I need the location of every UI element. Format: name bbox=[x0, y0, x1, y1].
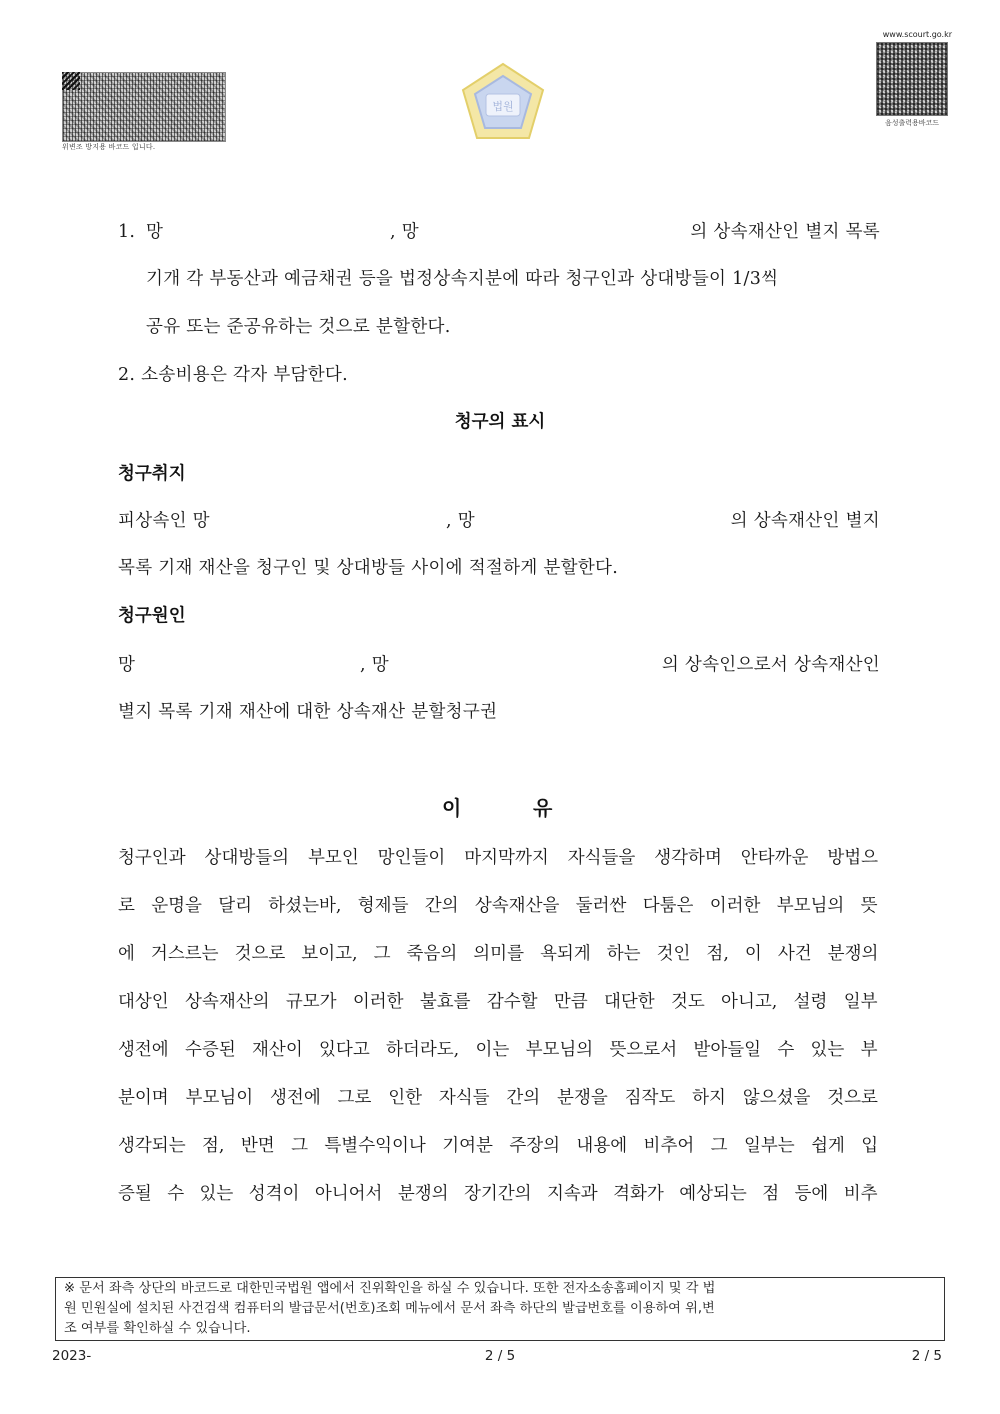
verification-notice-line-2: 원 민원실에 설치된 사건검색 컴퓨터의 발급문서(번호)조회 메뉴에서 문서 좌측 하단의 발급번호를 이용하여 위,변 bbox=[64, 1301, 715, 1316]
order-item-2: 2. 소송비용은 각자 부담한다. bbox=[118, 365, 349, 385]
reasons-line-3 bbox=[118, 943, 878, 965]
reasons-line-3-text: 에 거스르는 것으로 보이고, 그 죽음의 의미를 욕되게 하는 것인 점, 이 사건 분쟁의 bbox=[118, 944, 879, 964]
svg-text:법원: 법원 bbox=[492, 100, 514, 113]
reasons-line-2-text: 로 운명을 달리 하셨는바, 형제들 간의 상속재산을 둘러싼 다툼은 이러한 부모님의 뜻 bbox=[118, 896, 878, 916]
court-emblem-icon bbox=[455, 60, 551, 144]
reasons-line-1-text: 청구인과 상대방들의 부모인 망인들이 마지막까지 자식들을 생각하며 안타까운 방법으 bbox=[118, 848, 879, 868]
order-item-1-line-2: 기개 각 부동산과 예금채권 등을 법정상속지분에 따라 청구인과 상대방들이 1/3씩 bbox=[146, 269, 779, 289]
barcode-corner-mark bbox=[62, 72, 80, 90]
order-item-1-number: 1. bbox=[118, 222, 136, 242]
claim-cause-text-a: 망 bbox=[118, 655, 136, 675]
authenticity-barcode-caption: 위변조 방지용 바코드 입니다. bbox=[62, 143, 156, 151]
page-number-center: 2 / 5 bbox=[484, 1348, 516, 1364]
order-item-1-deceased-b: , 망 bbox=[390, 222, 419, 242]
reasons-line-7-text: 생각되는 점, 반면 그 특별수익이나 기여분 주장의 내용에 비추어 그 일부는 쉽게 입 bbox=[118, 1136, 879, 1156]
verification-notice-line-3: 조 여부를 확인하실 수 있습니다. bbox=[64, 1321, 251, 1336]
reasons-line-2 bbox=[118, 895, 878, 917]
voice-output-barcode-caption: 음성출력용바코드 bbox=[884, 119, 940, 127]
reasons-line-4-text: 대상인 상속재산의 규모가 이러한 불효를 감수할 만큼 대단한 것도 아니고, 설령 일부 bbox=[118, 992, 878, 1012]
reasons-line-8-text: 증될 수 있는 성격이 아니어서 분쟁의 장기간의 지속과 격화가 예상되는 점 등에 비추 bbox=[118, 1184, 878, 1204]
reasons-title-first: 이 bbox=[442, 796, 462, 820]
claim-section-title: 청구의 표시 bbox=[454, 412, 546, 432]
page-number-right: 2 / 5 bbox=[911, 1348, 942, 1364]
issue-number: 2023- bbox=[52, 1348, 92, 1364]
reasons-line-6 bbox=[118, 1087, 878, 1109]
reasons-line-4 bbox=[118, 991, 878, 1013]
claim-purpose-title: 청구취지 bbox=[118, 464, 186, 484]
order-item-1-line-3: 공유 또는 준공유하는 것으로 분할한다. bbox=[146, 317, 451, 337]
reasons-title-second: 유 bbox=[533, 796, 553, 820]
verification-notice-box bbox=[55, 1277, 945, 1341]
verification-notice-line-1: ※ 문서 좌측 상단의 바코드로 대한민국법원 앱에서 진위확인을 하실 수 있습니다. 또한 전자소송홈페이지 및 각 법 bbox=[64, 1281, 716, 1296]
claim-purpose-text-c: 의 상속재산인 별지 bbox=[730, 511, 880, 531]
reasons-line-8 bbox=[118, 1183, 878, 1205]
authenticity-barcode bbox=[62, 72, 226, 142]
claim-cause-line-2: 별지 목록 기재 재산에 대한 상속재산 분할청구권 bbox=[118, 702, 498, 722]
claim-cause-title: 청구원인 bbox=[118, 606, 186, 626]
order-item-1-deceased-a: 망 bbox=[146, 222, 164, 242]
court-website-url: www.scourt.go.kr bbox=[882, 30, 952, 39]
reasons-line-5-text: 생전에 수증된 재산이 있다고 하더라도, 이는 부모님의 뜻으로서 받아들일 수 있는 부 bbox=[118, 1040, 878, 1060]
claim-purpose-text-b: , 망 bbox=[446, 511, 475, 531]
claim-cause-text-c: 의 상속인으로서 상속재산인 bbox=[661, 655, 880, 675]
reasons-line-6-text: 분이며 부모님이 생전에 그로 인한 자식들 간의 분쟁을 짐작도 하지 않으셨을 것으로 bbox=[118, 1088, 878, 1108]
order-item-1-estate-text: 의 상속재산인 별지 목록 bbox=[690, 222, 880, 242]
reasons-line-1 bbox=[118, 847, 878, 869]
claim-cause-text-b: , 망 bbox=[360, 655, 389, 675]
claim-purpose-text-a: 피상속인 망 bbox=[118, 511, 210, 531]
reasons-line-7 bbox=[118, 1135, 878, 1157]
claim-purpose-line-2: 목록 기재 재산을 청구인 및 상대방들 사이에 적절하게 분할한다. bbox=[118, 558, 619, 578]
voice-output-barcode bbox=[876, 42, 948, 116]
reasons-line-5 bbox=[118, 1039, 878, 1061]
